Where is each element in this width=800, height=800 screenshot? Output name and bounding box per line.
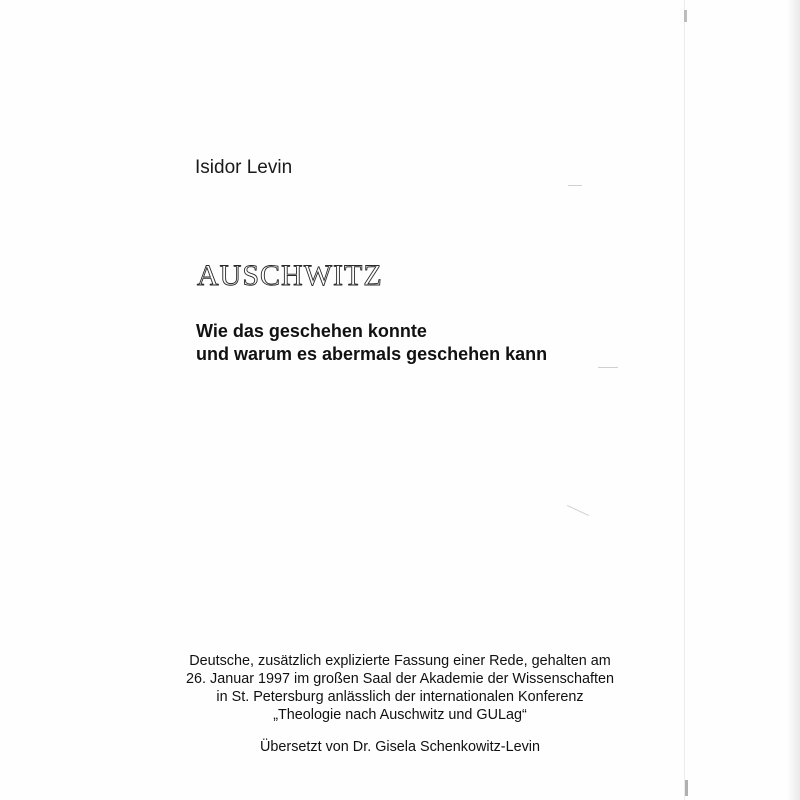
speech-note-line: in St. Petersburg anlässlich der internationalen Konferenz xyxy=(216,689,584,705)
scan-mark xyxy=(598,367,618,368)
speech-note-line: „Theologie nach Auschwitz und GULag“ xyxy=(273,707,527,723)
page-edge-shadow xyxy=(786,0,800,800)
scan-mark xyxy=(685,780,688,796)
scan-mark xyxy=(568,185,582,186)
book-title: AUSCHWITZ xyxy=(197,259,383,292)
author-name: Isidor Levin xyxy=(195,157,293,178)
book-subtitle xyxy=(196,320,547,366)
scan-mark xyxy=(684,10,687,22)
speech-note xyxy=(100,652,700,724)
scan-mark xyxy=(567,505,589,516)
speech-note-line: Deutsche, zusätzlich explizierte Fassung einer Rede, gehalten am xyxy=(189,653,611,669)
subtitle-line-1: Wie das geschehen konnte xyxy=(196,321,427,341)
speech-note-line: 26. Januar 1997 im großen Saal der Akademie der Wissenschaften xyxy=(186,671,614,687)
subtitle-line-2: und warum es abermals geschehen kann xyxy=(196,344,548,364)
translator-credit: Übersetzt von Dr. Gisela Schenkowitz-Levin xyxy=(260,739,540,755)
